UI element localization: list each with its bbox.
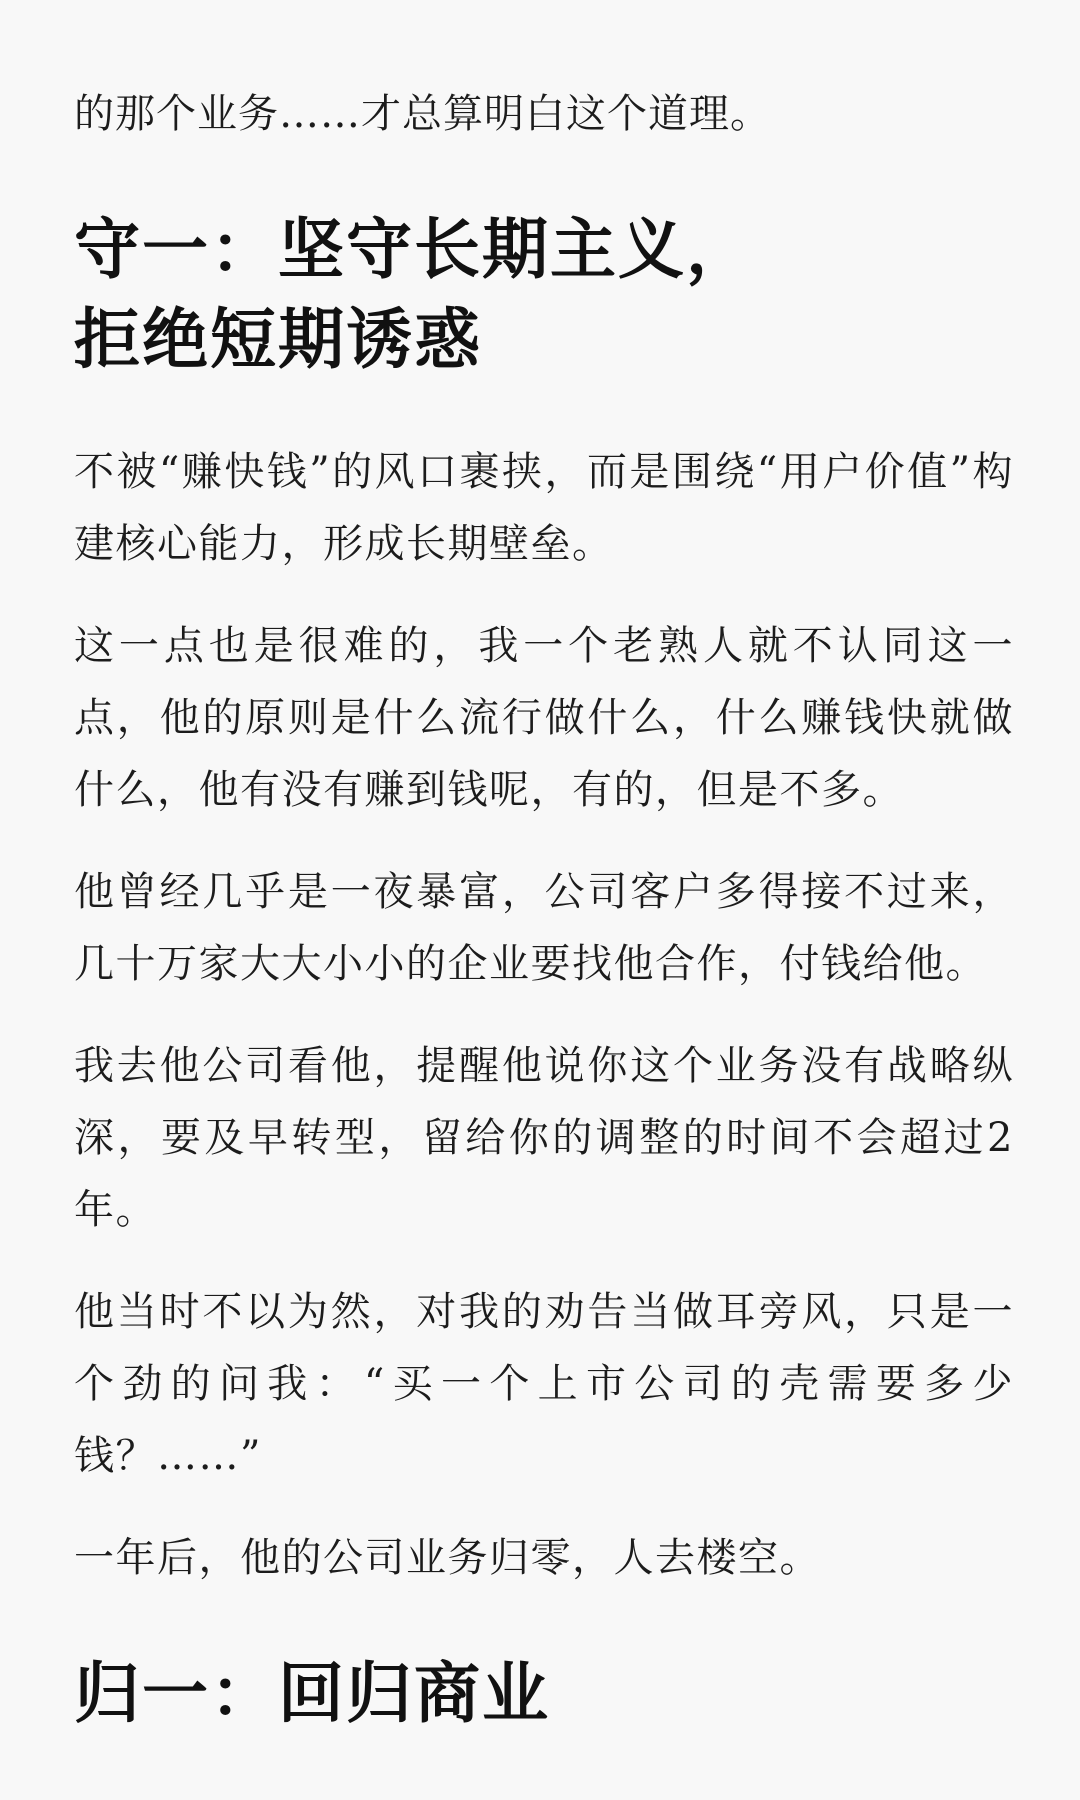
heading-line-2: 拒绝短期诱惑 [74, 300, 482, 378]
article-body [74, 0, 1014, 1738]
lead-paragraph: 的那个业务……才总算明白这个道理。 [74, 91, 771, 137]
paragraph-2: 这一点也是很难的，我一个老熟人就不认同这一点，他的原则是什么流行做什么，什么赚钱快就做什么，他有没有赚到钱呢，有的，但是不多。 [74, 623, 1014, 813]
paragraph-6: 一年后，他的公司业务归零，人去楼空。 [74, 1535, 821, 1581]
section-heading-gui-yi: 归一：回归商业 [74, 1654, 550, 1732]
section-heading-shou-yi [74, 204, 1014, 384]
paragraph-1: 不被“赚快钱”的风口裹挟，而是围绕“用户价值”构建核心能力，形成长期壁垒。 [74, 449, 1014, 567]
paragraph-4: 我去他公司看他，提醒他说你这个业务没有战略纵深，要及早转型，留给你的调整的时间不会超过2年。 [74, 1043, 1014, 1233]
heading-line-1: 守一：坚守长期主义， [74, 210, 754, 288]
paragraph-5: 他当时不以为然，对我的劝告当做耳旁风，只是一个劲的问我：“买一个上市公司的壳需要多少钱？……” [74, 1289, 1014, 1479]
paragraph-3: 他曾经几乎是一夜暴富，公司客户多得接不过来，几十万家大大小小的企业要找他合作，付钱给他。 [74, 869, 1014, 987]
